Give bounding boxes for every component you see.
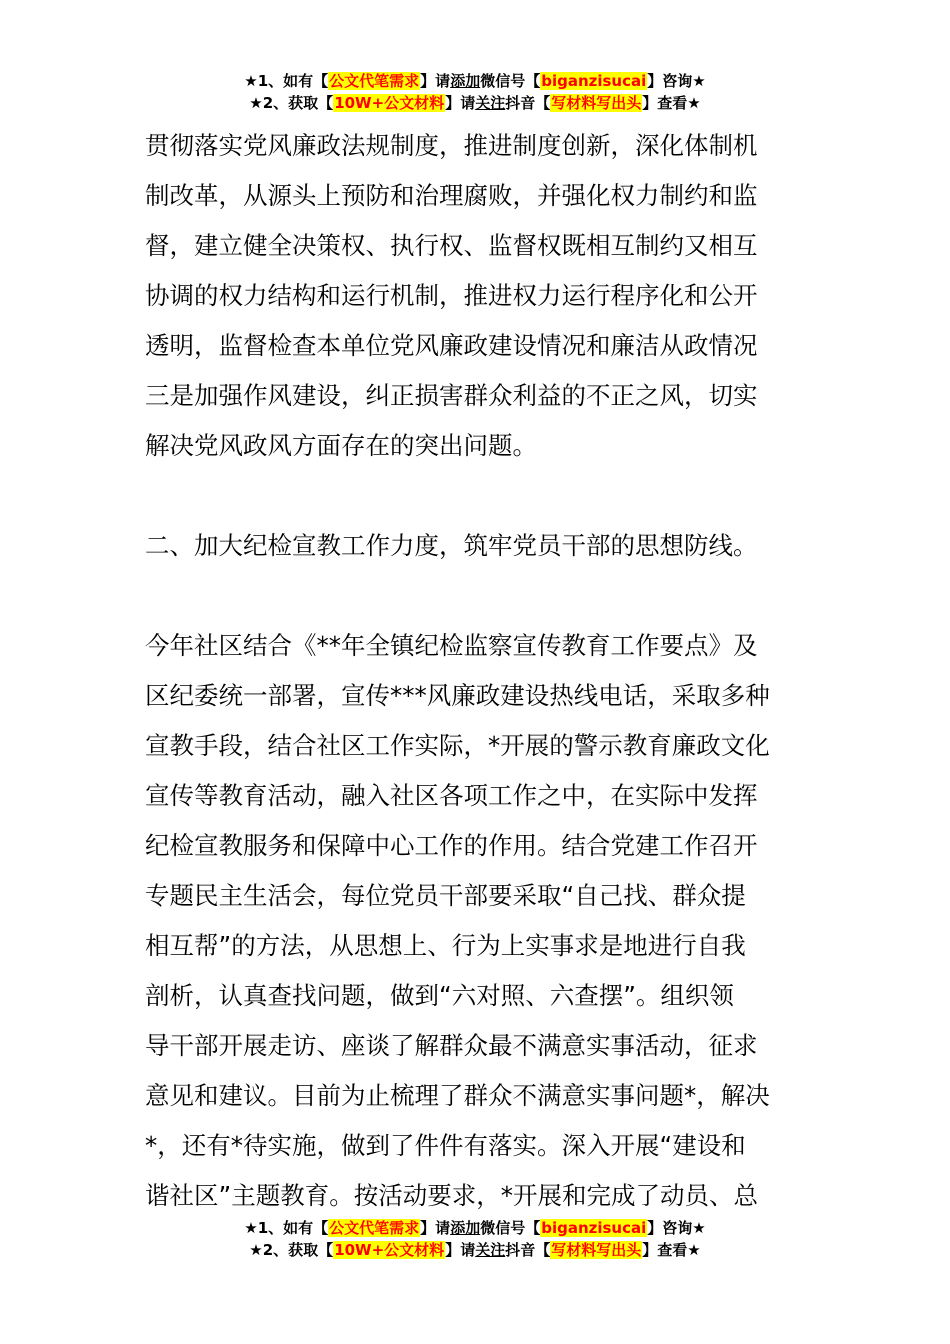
text-line: 贯彻落实党风廉政法规制度，推进制度创新，深化体制机	[145, 131, 758, 160]
text-line: 督，建立健全决策权、执行权、监督权既相互制约又相互	[145, 231, 758, 260]
highlight-wechat-id: biganzisucai	[541, 72, 647, 90]
paragraph-1	[145, 121, 810, 471]
text-line: 区纪委统一部署，宣传***风廉政建设热线电话，采取多种	[145, 681, 770, 710]
text-line: 谐社区”主题教育。按活动要求，*开展和完成了动员、总	[145, 1181, 758, 1210]
text-line: 纪检宣教服务和保障中心工作的作用。结合党建工作召开	[145, 831, 758, 860]
section-heading: 二、加大纪检宣教工作力度，筑牢党员干部的思想防线。	[145, 531, 758, 560]
banner-line-2: ★2、获取【10W+公文材料】请关注抖音【写材料写出头】查看★	[249, 94, 701, 112]
highlight-wechat-id: biganzisucai	[541, 1219, 647, 1237]
text-line: 宣教手段，结合社区工作实际，*开展的警示教育廉政文化	[145, 731, 770, 760]
text-line: *，还有*待实施，做到了件件有落实。深入开展“建设和	[145, 1131, 746, 1160]
text-line: 专题民主生活会，每位党员干部要采取“自己找、群众提	[145, 881, 746, 910]
highlight-service: 公文代笔需求	[329, 72, 420, 90]
paragraph-2	[145, 621, 810, 1221]
highlight-douyin-id: 写材料写出头	[551, 94, 642, 112]
text-line: 三是加强作风建设，纠正损害群众利益的不正之风，切实	[145, 381, 758, 410]
banner-line-2: ★2、获取【10W+公文材料】请关注抖音【写材料写出头】查看★	[249, 1241, 701, 1259]
footer-banner	[0, 1217, 950, 1261]
header-banner	[0, 70, 950, 114]
text-line: 相互帮”的方法，从思想上、行为上实事求是地进行自我	[145, 931, 746, 960]
text-line: 导干部开展走访、座谈了解群众最不满意实事活动，征求	[145, 1031, 758, 1060]
text-line: 今年社区结合《**年全镇纪检监察宣传教育工作要点》及	[145, 631, 758, 660]
text-line: 协调的权力结构和运行机制，推进权力运行程序化和公开	[145, 281, 758, 310]
text-line: 透明，监督检查本单位党风廉政建设情况和廉洁从政情况	[145, 331, 758, 360]
text-line: 解决党风政风方面存在的突出问题。	[145, 431, 537, 460]
banner-line-1: ★1、如有【公文代笔需求】请添加微信号【biganzisucai】咨询★	[244, 72, 706, 90]
banner-line-1: ★1、如有【公文代笔需求】请添加微信号【biganzisucai】咨询★	[244, 1219, 706, 1237]
highlight-materials: 10W+公文材料	[334, 94, 445, 112]
highlight-materials: 10W+公文材料	[334, 1241, 445, 1259]
highlight-service: 公文代笔需求	[329, 1219, 420, 1237]
text-line: 制改革，从源头上预防和治理腐败，并强化权力制约和监	[145, 181, 758, 210]
highlight-douyin-id: 写材料写出头	[551, 1241, 642, 1259]
text-line: 意见和建议。目前为止梳理了群众不满意实事问题*，解决	[145, 1081, 770, 1110]
text-line: 宣传等教育活动，融入社区各项工作之中，在实际中发挥	[145, 781, 758, 810]
text-line: 剖析，认真查找问题，做到“六对照、六查摆”。组织领	[145, 981, 734, 1010]
